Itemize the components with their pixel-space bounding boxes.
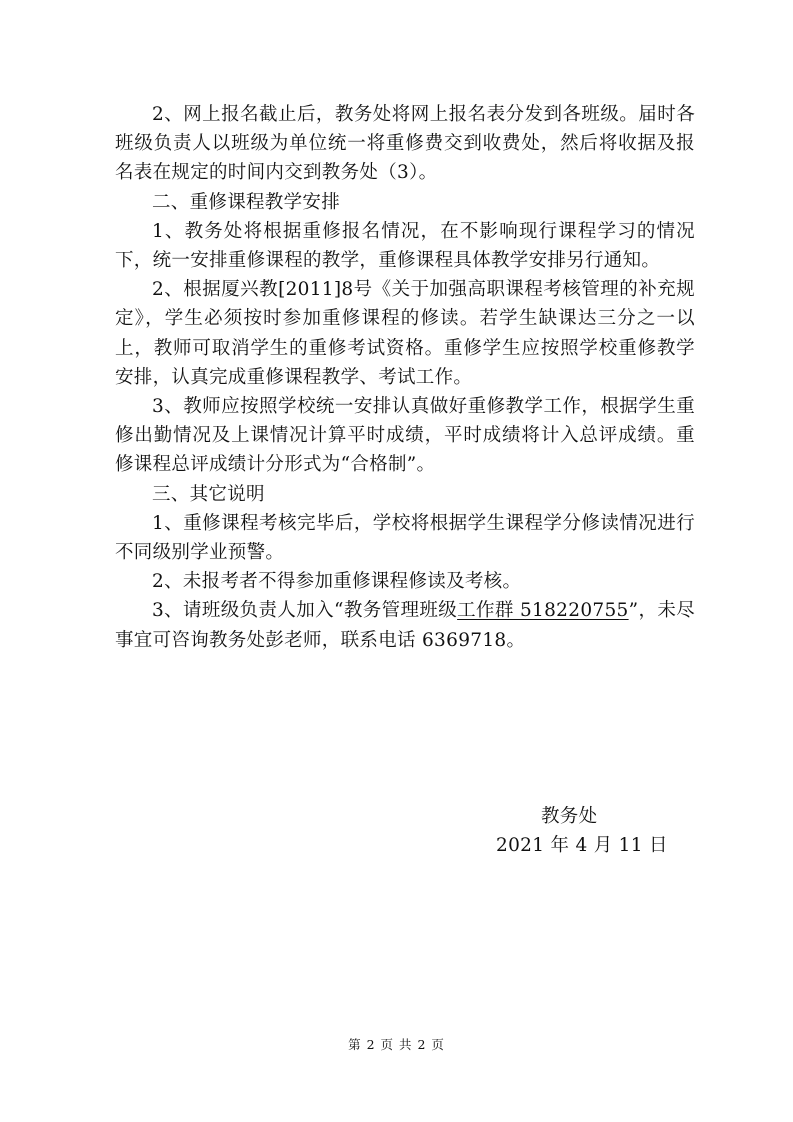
paragraph-teaching-schedule: 1、教务处将根据重修报名情况，在不影响现行课程学习的情况下，统一安排重修课程的教学，重修课程具体教学安排另行通知。: [115, 220, 695, 272]
section-heading-other-notes: 三、其它说明: [152, 483, 265, 505]
contact-text-before: 3、请班级负责人加入“教务管理班级: [152, 600, 458, 622]
section-heading-teaching-arrangement: 二、重修课程教学安排: [152, 191, 341, 213]
paragraph-academic-warning: 1、重修课程考核完毕后，学校将根据学生课程学分修读情况进行不同级别学业预警。: [115, 512, 695, 564]
paragraph-grading: 3、教师应按照学校统一安排认真做好重修教学工作，根据学生重修出勤情况及上课情况计算平时成绩，平时成绩将计入总评成绩。重修课程总评成绩计分形式为“合格制”。: [115, 396, 695, 476]
contact-text-after: ”，未尽事宜可咨询教务处彭老师，联系电话 6369718。: [115, 600, 695, 651]
signature-date: 2021 年 4 月 11 日: [496, 835, 668, 856]
signature-office: 教务处: [541, 806, 598, 827]
paragraph-registration-fee: 2、网上报名截止后，教务处将网上报名表分发到各班级。届时各班级负责人以班级为单位统一将重修费交到收费处，然后将收据及报名表在规定的时间内交到教务处（3）。: [115, 104, 695, 184]
page-footer: 第 2 页 共 2 页: [348, 1037, 445, 1052]
paragraph-contact: [115, 596, 695, 654]
paragraph-no-registration: 2、未报考者不得参加重修课程修读及考核。: [152, 571, 522, 593]
work-group-number: 工作群 518220755: [457, 600, 629, 622]
paragraph-attendance-rule: 2、根据厦兴教[2011]8号《关于加强高职课程考核管理的补充规定》，学生必须按时参加重修课程的修读。若学生缺课达三分之一以上，教师可取消学生的重修考试资格。重修学生应按照学校重修教学安排，认真完成重修课程教学、考试工作。: [115, 279, 695, 388]
document-body: [115, 100, 695, 655]
